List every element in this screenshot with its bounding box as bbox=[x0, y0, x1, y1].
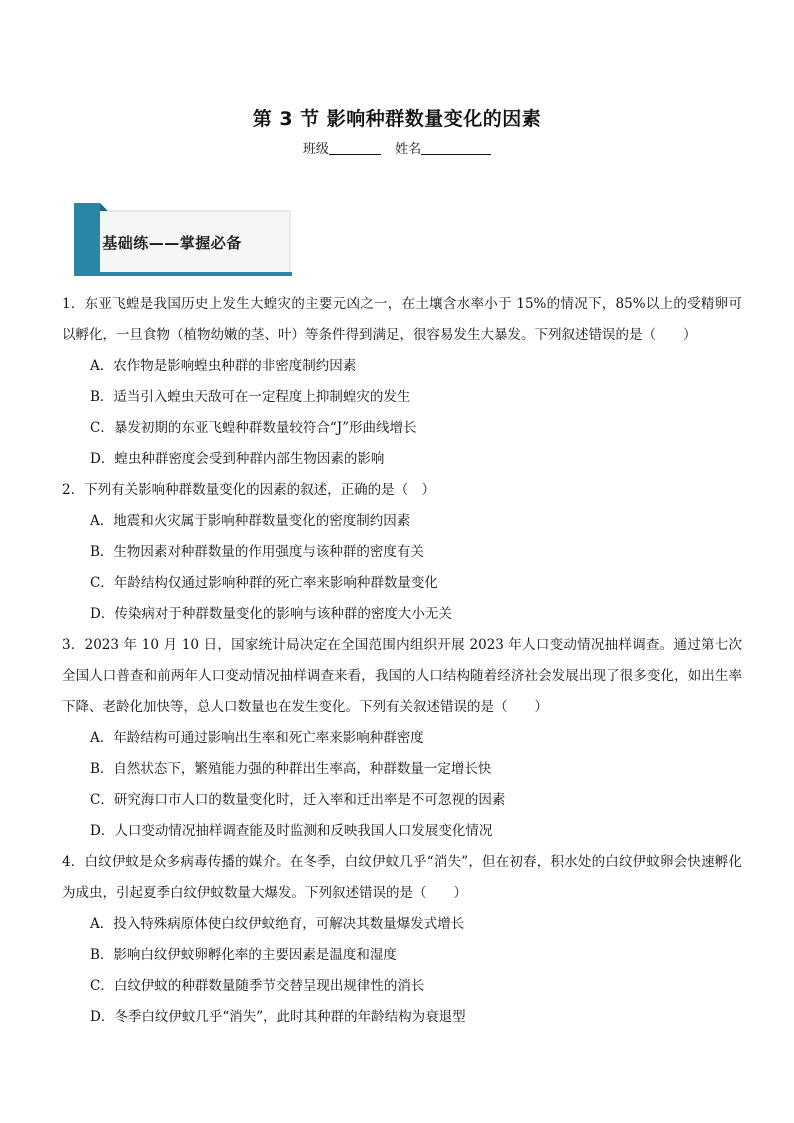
page-title: 第 3 节 影响种群数量变化的因素 bbox=[252, 108, 542, 130]
option-c[interactable]: C．白纹伊蚊的种群数量随季节交替呈现出规律性的消长 bbox=[90, 978, 425, 994]
section-label: 基础练——掌握必备 bbox=[102, 234, 242, 252]
option-b[interactable]: B．适当引入蝗虫天敌可在一定程度上抑制蝗灾的发生 bbox=[90, 389, 411, 405]
class-label: 班级 bbox=[302, 142, 329, 157]
name-label: 姓名 bbox=[395, 142, 422, 157]
name-blank[interactable] bbox=[421, 141, 491, 155]
question-stem: 3．2023 年 10 月 10 日，国家统计局决定在全国范围内组织开展 2023 年人口变动情况抽样调查。通过第七次全国人口普查和前两年人口变动情况抽样调查来看，我国的人口结构随着经济社会发展出现了很多变化，如出生率下降、老龄化加快等，总人口数量也在发生变化。下列有关叙述错误的是（ ） bbox=[62, 637, 742, 715]
question-item bbox=[62, 630, 742, 847]
option-a[interactable]: A．农作物是影响蝗虫种群的非密度制约因素 bbox=[90, 358, 357, 374]
option-c[interactable]: C．年龄结构仅通过影响种群的死亡率来影响种群数量变化 bbox=[90, 575, 438, 591]
question-item bbox=[62, 847, 742, 1033]
question-item bbox=[62, 475, 742, 630]
banner-fold bbox=[100, 203, 108, 211]
option-a[interactable]: A．地震和火灾属于影响种群数量变化的密度制约因素 bbox=[90, 513, 411, 529]
question-item bbox=[62, 289, 742, 475]
banner-bottom-bar bbox=[74, 272, 292, 276]
option-a[interactable]: A．投入特殊病原体使白纹伊蚊绝育，可解决其数量爆发式增长 bbox=[90, 916, 465, 932]
option-c[interactable]: C．暴发初期的东亚飞蝗种群数量较符合“J”形曲线增长 bbox=[90, 420, 417, 436]
option-d[interactable]: D．人口变动情况抽样调查能及时监测和反映我国人口发展变化情况 bbox=[90, 823, 493, 839]
option-b[interactable]: B．生物因素对种群数量的作用强度与该种群的密度有关 bbox=[90, 544, 424, 560]
option-b[interactable]: B．自然状态下，繁殖能力强的种群出生率高，种群数量一定增长快 bbox=[90, 761, 492, 777]
option-a[interactable]: A．年龄结构可通过影响出生率和死亡率来影响种群密度 bbox=[90, 730, 424, 746]
option-d[interactable]: D．冬季白纹伊蚊几乎“消失”，此时其种群的年龄结构为衰退型 bbox=[90, 1009, 466, 1025]
option-c[interactable]: C．研究海口市人口的数量变化时，迁入率和迁出率是不可忽视的因素 bbox=[90, 792, 506, 808]
student-info-fields bbox=[0, 138, 794, 157]
question-stem: 2．下列有关影响种群数量变化的因素的叙述，正确的是（ ） bbox=[62, 482, 436, 498]
class-blank[interactable] bbox=[329, 141, 381, 155]
option-d[interactable]: D．传染病对于种群数量变化的影响与该种群的密度大小无关 bbox=[90, 606, 452, 622]
question-stem: 1．东亚飞蝗是我国历史上发生大蝗灾的主要元凶之一，在土壤含水率小于 15%的情况下，85%以上的受精卵可以孵化，一旦食物（植物幼嫩的茎、叶）等条件得到满足，很容易发生大暴发。下列叙述错误的是（ ） bbox=[62, 296, 742, 343]
option-d[interactable]: D．蝗虫种群密度会受到种群内部生物因素的影响 bbox=[90, 451, 385, 467]
question-stem: 4．白纹伊蚊是众多病毒传播的媒介。在冬季，白纹伊蚊几乎“消失”，但在初春，积水处的白纹伊蚊卵会快速孵化为成虫，引起夏季白纹伊蚊数量大爆发。下列叙述错误的是（ ） bbox=[62, 854, 742, 901]
question-list bbox=[62, 289, 742, 1033]
option-b[interactable]: B．影响白纹伊蚊卵孵化率的主要因素是温度和湿度 bbox=[90, 947, 397, 963]
